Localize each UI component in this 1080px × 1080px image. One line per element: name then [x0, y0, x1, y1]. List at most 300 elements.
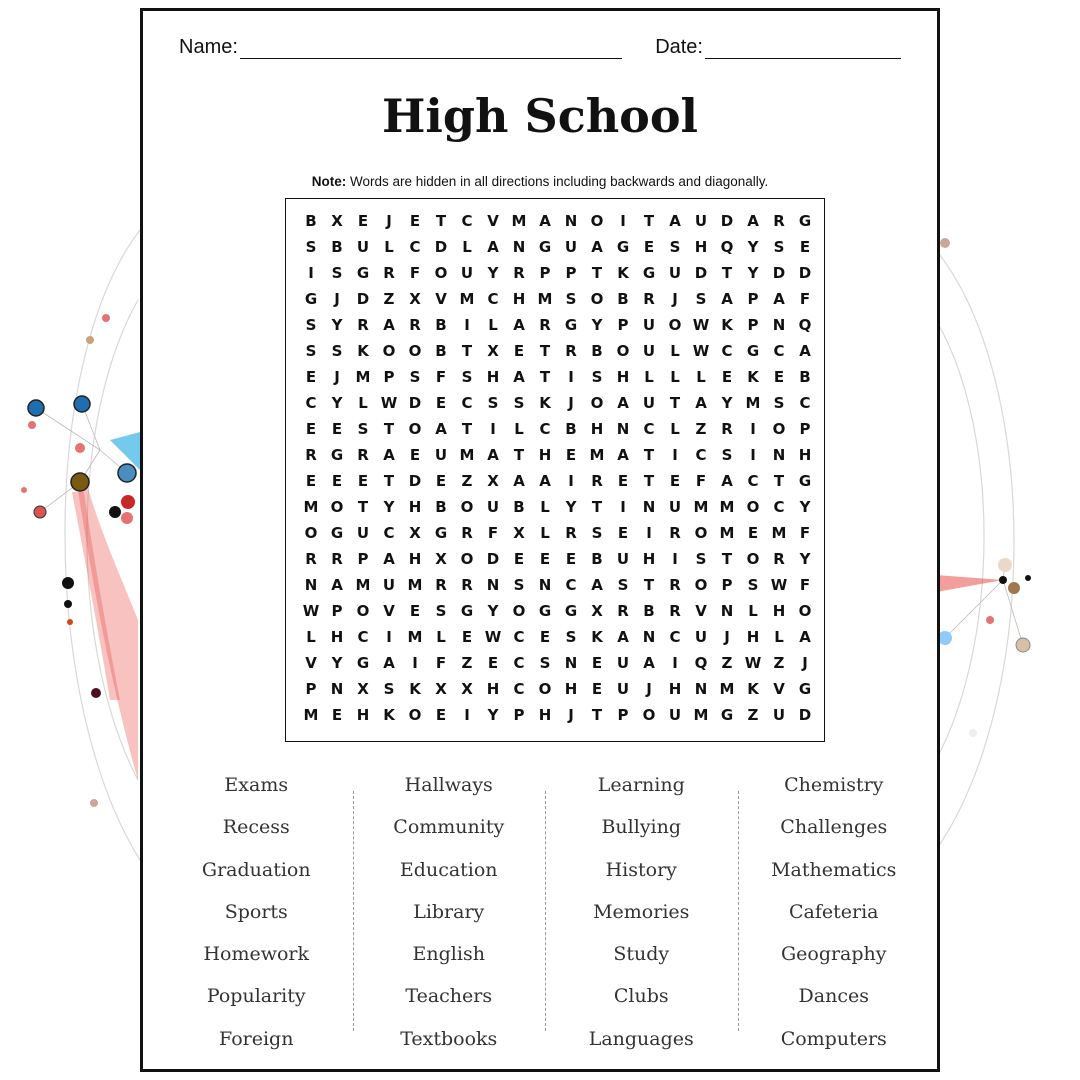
grid-letter[interactable]: B [643, 602, 655, 620]
grid-letter[interactable]: S [747, 576, 759, 594]
grid-letter[interactable]: S [513, 394, 525, 412]
grid-letter[interactable]: Y [721, 394, 733, 412]
grid-letter[interactable]: S [383, 680, 395, 698]
grid-letter[interactable]: N [642, 498, 656, 516]
grid-letter[interactable]: U [694, 212, 708, 230]
grid-letter[interactable]: Q [694, 654, 708, 672]
grid-letter[interactable]: G [356, 654, 370, 672]
grid-letter[interactable]: W [302, 602, 320, 620]
grid-letter[interactable]: Z [461, 472, 473, 490]
grid-letter[interactable]: Z [721, 654, 733, 672]
grid-letter[interactable]: E [773, 368, 785, 386]
grid-letter[interactable]: E [409, 602, 421, 620]
grid-letter[interactable]: B [565, 420, 577, 438]
grid-letter[interactable]: O [408, 706, 422, 724]
grid-letter[interactable]: R [721, 420, 733, 438]
grid-letter[interactable]: H [486, 368, 500, 386]
grid-letter[interactable]: U [616, 550, 630, 568]
grid-letter[interactable]: D [486, 550, 500, 568]
grid-letter[interactable]: S [487, 394, 499, 412]
grid-letter[interactable]: C [409, 238, 421, 256]
grid-letter[interactable]: S [409, 368, 421, 386]
grid-letter[interactable]: I [672, 654, 678, 672]
grid-letter[interactable]: S [565, 290, 577, 308]
grid-letter[interactable]: X [591, 602, 603, 620]
grid-letter[interactable]: B [617, 290, 629, 308]
grid-letter[interactable]: S [695, 550, 707, 568]
grid-letter[interactable]: V [383, 602, 395, 620]
grid-letter[interactable]: A [513, 472, 525, 490]
grid-letter[interactable]: H [616, 368, 630, 386]
grid-letter[interactable]: U [434, 446, 448, 464]
grid-letter[interactable]: P [617, 706, 629, 724]
grid-letter[interactable]: G [746, 342, 760, 360]
grid-letter[interactable]: H [486, 680, 500, 698]
grid-letter[interactable]: D [772, 264, 786, 282]
grid-letter[interactable]: Z [695, 420, 707, 438]
grid-letter[interactable]: Z [383, 290, 395, 308]
grid-letter[interactable]: O [512, 602, 526, 620]
grid-letter[interactable]: I [464, 706, 470, 724]
grid-letter[interactable]: L [540, 524, 550, 542]
grid-letter[interactable]: H [538, 706, 552, 724]
grid-letter[interactable]: T [773, 472, 785, 490]
grid-letter[interactable]: D [720, 212, 734, 230]
grid-letter[interactable]: K [539, 394, 551, 412]
grid-letter[interactable]: G [460, 602, 474, 620]
grid-letter[interactable]: G [798, 472, 812, 490]
grid-letter[interactable]: A [773, 290, 785, 308]
grid-letter[interactable]: S [591, 524, 603, 542]
grid-letter[interactable]: E [331, 420, 343, 438]
grid-letter[interactable]: Q [720, 238, 734, 256]
grid-letter[interactable]: O [642, 706, 656, 724]
grid-letter[interactable]: S [513, 576, 525, 594]
grid-letter[interactable]: X [487, 342, 499, 360]
grid-letter[interactable]: E [435, 706, 447, 724]
grid-letter[interactable]: H [772, 602, 786, 620]
grid-letter[interactable]: X [487, 472, 499, 490]
grid-letter[interactable]: C [487, 290, 499, 308]
grid-letter[interactable]: A [669, 212, 681, 230]
grid-letter[interactable]: F [695, 472, 707, 490]
grid-letter[interactable]: D [798, 706, 812, 724]
grid-letter[interactable]: E [513, 342, 525, 360]
grid-letter[interactable]: R [539, 316, 551, 334]
grid-letter[interactable]: R [565, 342, 577, 360]
grid-letter[interactable]: E [409, 212, 421, 230]
grid-letter[interactable]: R [773, 212, 785, 230]
grid-letter[interactable]: C [305, 394, 317, 412]
grid-letter[interactable]: C [461, 394, 473, 412]
grid-letter[interactable]: H [408, 550, 422, 568]
grid-letter[interactable]: H [798, 446, 812, 464]
grid-letter[interactable]: T [643, 212, 655, 230]
grid-letter[interactable]: O [460, 498, 474, 516]
grid-letter[interactable]: N [772, 316, 786, 334]
grid-letter[interactable]: X [409, 290, 421, 308]
grid-letter[interactable]: G [564, 316, 578, 334]
grid-letter[interactable]: B [435, 498, 447, 516]
grid-letter[interactable]: A [383, 446, 395, 464]
grid-letter[interactable]: T [513, 446, 525, 464]
grid-letter[interactable]: R [513, 264, 525, 282]
grid-letter[interactable]: C [513, 628, 525, 646]
grid-letter[interactable]: R [357, 316, 369, 334]
grid-letter[interactable]: I [386, 628, 392, 646]
grid-letter[interactable]: J [334, 290, 340, 308]
grid-letter[interactable]: E [539, 550, 551, 568]
grid-letter[interactable]: Q [798, 316, 812, 334]
grid-letter[interactable]: E [669, 472, 681, 490]
grid-letter[interactable]: A [695, 394, 707, 412]
grid-letter[interactable]: A [799, 342, 811, 360]
grid-letter[interactable]: S [565, 628, 577, 646]
grid-letter[interactable]: A [591, 576, 603, 594]
grid-letter[interactable]: O [538, 680, 552, 698]
grid-letter[interactable]: N [538, 576, 552, 594]
grid-letter[interactable]: B [435, 316, 447, 334]
grid-letter[interactable]: C [773, 342, 785, 360]
grid-letter[interactable]: F [799, 524, 811, 542]
grid-letter[interactable]: N [694, 680, 708, 698]
grid-letter[interactable]: T [383, 472, 395, 490]
grid-letter[interactable]: R [331, 550, 343, 568]
name-field[interactable] [179, 29, 622, 59]
grid-letter[interactable]: A [487, 238, 499, 256]
grid-letter[interactable]: B [591, 550, 603, 568]
grid-letter[interactable]: A [435, 420, 447, 438]
grid-letter[interactable]: X [357, 680, 369, 698]
grid-letter[interactable]: R [669, 524, 681, 542]
grid-letter[interactable]: O [590, 212, 604, 230]
grid-letter[interactable]: A [383, 550, 395, 568]
grid-letter[interactable]: Y [331, 316, 343, 334]
grid-letter[interactable]: N [564, 212, 578, 230]
grid-letter[interactable]: P [617, 316, 629, 334]
grid-letter[interactable]: N [616, 420, 630, 438]
grid-letter[interactable]: S [773, 238, 785, 256]
grid-letter[interactable]: V [773, 680, 785, 698]
grid-letter[interactable]: C [357, 628, 369, 646]
grid-letter[interactable]: P [331, 602, 343, 620]
grid-letter[interactable]: L [540, 498, 550, 516]
grid-letter[interactable]: Z [461, 654, 473, 672]
grid-letter[interactable]: D [694, 264, 708, 282]
grid-letter[interactable]: W [770, 576, 788, 594]
grid-letter[interactable]: G [330, 446, 344, 464]
grid-letter[interactable]: K [747, 368, 759, 386]
grid-letter[interactable]: V [435, 290, 447, 308]
grid-letter[interactable]: U [382, 576, 396, 594]
grid-letter[interactable]: N [512, 238, 526, 256]
grid-letter[interactable]: L [670, 368, 680, 386]
grid-letter[interactable]: E [357, 212, 369, 230]
grid-letter[interactable]: J [334, 368, 340, 386]
grid-letter[interactable]: O [408, 342, 422, 360]
grid-letter[interactable]: V [695, 602, 707, 620]
name-line[interactable] [240, 36, 622, 59]
grid-letter[interactable]: T [643, 472, 655, 490]
grid-letter[interactable]: I [750, 446, 756, 464]
grid-letter[interactable]: O [694, 576, 708, 594]
grid-letter[interactable]: M [745, 394, 761, 412]
grid-letter[interactable]: J [724, 628, 730, 646]
grid-letter[interactable]: S [435, 602, 447, 620]
grid-letter[interactable]: L [748, 602, 758, 620]
grid-letter[interactable]: U [642, 342, 656, 360]
grid-letter[interactable]: M [693, 706, 709, 724]
grid-letter[interactable]: K [409, 680, 421, 698]
grid-letter[interactable]: T [721, 550, 733, 568]
grid-letter[interactable]: I [308, 264, 314, 282]
grid-letter[interactable]: T [539, 342, 551, 360]
grid-letter[interactable]: X [409, 524, 421, 542]
grid-letter[interactable]: B [591, 342, 603, 360]
grid-letter[interactable]: X [435, 550, 447, 568]
grid-letter[interactable]: S [721, 446, 733, 464]
grid-letter[interactable]: S [305, 238, 317, 256]
grid-letter[interactable]: X [461, 680, 473, 698]
grid-letter[interactable]: L [670, 342, 680, 360]
grid-letter[interactable]: R [305, 550, 317, 568]
grid-letter[interactable]: R [305, 446, 317, 464]
grid-letter[interactable]: A [617, 394, 629, 412]
grid-letter[interactable]: E [435, 472, 447, 490]
grid-letter[interactable]: A [721, 290, 733, 308]
grid-letter[interactable]: R [669, 602, 681, 620]
grid-letter[interactable]: T [591, 264, 603, 282]
grid-letter[interactable]: H [512, 290, 526, 308]
grid-letter[interactable]: I [568, 368, 574, 386]
grid-letter[interactable]: W [380, 394, 398, 412]
grid-letter[interactable]: E [487, 654, 499, 672]
grid-letter[interactable]: E [357, 472, 369, 490]
grid-letter[interactable]: E [721, 368, 733, 386]
grid-letter[interactable]: E [461, 628, 473, 646]
grid-letter[interactable]: G [798, 212, 812, 230]
grid-letter[interactable]: D [408, 394, 422, 412]
grid-letter[interactable]: O [382, 342, 396, 360]
grid-letter[interactable]: F [487, 524, 499, 542]
grid-letter[interactable]: U [356, 524, 370, 542]
grid-letter[interactable]: J [802, 654, 808, 672]
grid-letter[interactable]: E [305, 420, 317, 438]
grid-letter[interactable]: P [305, 680, 317, 698]
grid-letter[interactable]: N [720, 602, 734, 620]
grid-letter[interactable]: L [696, 368, 706, 386]
grid-letter[interactable]: U [564, 238, 578, 256]
grid-letter[interactable]: P [747, 316, 759, 334]
grid-letter[interactable]: K [721, 316, 733, 334]
grid-letter[interactable]: G [356, 264, 370, 282]
grid-letter[interactable]: O [746, 550, 760, 568]
grid-letter[interactable]: Y [799, 498, 811, 516]
grid-letter[interactable]: U [772, 706, 786, 724]
grid-letter[interactable]: W [744, 654, 762, 672]
grid-letter[interactable]: I [646, 524, 652, 542]
grid-letter[interactable]: A [617, 628, 629, 646]
grid-letter[interactable]: L [462, 238, 472, 256]
grid-letter[interactable]: O [460, 550, 474, 568]
grid-letter[interactable]: M [589, 446, 605, 464]
grid-letter[interactable]: T [435, 212, 447, 230]
grid-letter[interactable]: O [434, 264, 448, 282]
grid-letter[interactable]: B [435, 342, 447, 360]
grid-letter[interactable]: H [590, 420, 604, 438]
grid-letter[interactable]: R [669, 576, 681, 594]
grid-letter[interactable]: R [461, 576, 473, 594]
grid-letter[interactable]: P [383, 368, 395, 386]
grid-letter[interactable]: N [564, 654, 578, 672]
grid-letter[interactable]: U [694, 628, 708, 646]
grid-letter[interactable]: E [331, 472, 343, 490]
grid-letter[interactable]: D [408, 472, 422, 490]
grid-letter[interactable]: M [719, 524, 735, 542]
grid-letter[interactable]: O [772, 420, 786, 438]
grid-letter[interactable]: O [330, 498, 344, 516]
grid-letter[interactable]: U [642, 394, 656, 412]
grid-letter[interactable]: A [383, 654, 395, 672]
grid-letter[interactable]: E [799, 238, 811, 256]
grid-letter[interactable]: G [564, 602, 578, 620]
grid-letter[interactable]: Y [591, 316, 603, 334]
grid-letter[interactable]: E [409, 446, 421, 464]
grid-letter[interactable]: K [747, 680, 759, 698]
grid-letter[interactable]: S [591, 368, 603, 386]
grid-letter[interactable]: M [537, 290, 553, 308]
grid-letter[interactable]: S [695, 290, 707, 308]
grid-letter[interactable]: T [539, 368, 551, 386]
grid-letter[interactable]: S [357, 420, 369, 438]
grid-letter[interactable]: H [746, 628, 760, 646]
grid-letter[interactable]: H [668, 680, 682, 698]
grid-letter[interactable]: G [798, 680, 812, 698]
grid-letter[interactable]: S [773, 394, 785, 412]
grid-letter[interactable]: U [486, 498, 500, 516]
grid-letter[interactable]: U [616, 654, 630, 672]
grid-letter[interactable]: T [669, 394, 681, 412]
grid-letter[interactable]: O [304, 524, 318, 542]
grid-letter[interactable]: B [513, 498, 525, 516]
grid-letter[interactable]: M [693, 498, 709, 516]
grid-letter[interactable]: P [747, 290, 759, 308]
grid-letter[interactable]: J [672, 290, 678, 308]
grid-letter[interactable]: M [407, 576, 423, 594]
grid-letter[interactable]: M [771, 524, 787, 542]
grid-letter[interactable]: O [590, 394, 604, 412]
grid-letter[interactable]: C [539, 420, 551, 438]
grid-letter[interactable]: G [304, 290, 318, 308]
grid-letter[interactable]: U [668, 706, 682, 724]
grid-letter[interactable]: U [460, 264, 474, 282]
grid-letter[interactable]: S [331, 342, 343, 360]
grid-letter[interactable]: O [746, 498, 760, 516]
grid-letter[interactable]: A [383, 316, 395, 334]
grid-letter[interactable]: U [356, 238, 370, 256]
grid-letter[interactable]: S [669, 238, 681, 256]
grid-letter[interactable]: E [539, 628, 551, 646]
grid-letter[interactable]: T [461, 342, 473, 360]
grid-letter[interactable]: J [568, 706, 574, 724]
grid-letter[interactable]: N [772, 446, 786, 464]
grid-letter[interactable]: L [774, 628, 784, 646]
grid-letter[interactable]: Z [773, 654, 785, 672]
grid-letter[interactable]: G [434, 524, 448, 542]
grid-letter[interactable]: R [435, 576, 447, 594]
grid-letter[interactable]: P [721, 576, 733, 594]
grid-letter[interactable]: I [490, 420, 496, 438]
grid-letter[interactable]: X [435, 680, 447, 698]
grid-letter[interactable]: G [720, 706, 734, 724]
grid-letter[interactable]: R [565, 524, 577, 542]
grid-letter[interactable]: E [435, 394, 447, 412]
grid-letter[interactable]: X [331, 212, 343, 230]
grid-letter[interactable]: K [591, 628, 603, 646]
grid-letter[interactable]: I [672, 550, 678, 568]
grid-letter[interactable]: C [383, 524, 395, 542]
grid-letter[interactable]: A [799, 628, 811, 646]
grid-letter[interactable]: M [459, 290, 475, 308]
grid-letter[interactable]: H [564, 680, 578, 698]
grid-letter[interactable]: I [464, 316, 470, 334]
grid-letter[interactable]: R [409, 316, 421, 334]
grid-letter[interactable]: N [304, 576, 318, 594]
grid-letter[interactable]: L [488, 316, 498, 334]
grid-letter[interactable]: H [538, 446, 552, 464]
grid-letter[interactable]: Y [383, 498, 395, 516]
grid-letter[interactable]: O [408, 420, 422, 438]
grid-letter[interactable]: M [355, 368, 371, 386]
grid-letter[interactable]: A [747, 212, 759, 230]
grid-letter[interactable]: S [305, 342, 317, 360]
grid-letter[interactable]: I [568, 472, 574, 490]
grid-letter[interactable]: E [565, 550, 577, 568]
grid-letter[interactable]: L [358, 394, 368, 412]
grid-letter[interactable]: Y [487, 706, 499, 724]
grid-letter[interactable]: Y [487, 602, 499, 620]
grid-letter[interactable]: C [799, 394, 811, 412]
grid-letter[interactable]: O [694, 524, 708, 542]
grid-letter[interactable]: M [719, 680, 735, 698]
grid-letter[interactable]: W [484, 628, 502, 646]
grid-letter[interactable]: Z [747, 706, 759, 724]
grid-letter[interactable]: Y [331, 394, 343, 412]
grid-letter[interactable]: G [642, 264, 656, 282]
grid-letter[interactable]: M [407, 628, 423, 646]
grid-letter[interactable]: P [539, 264, 551, 282]
grid-letter[interactable]: R [357, 446, 369, 464]
grid-letter[interactable]: H [330, 628, 344, 646]
grid-letter[interactable]: O [616, 342, 630, 360]
grid-letter[interactable]: E [617, 472, 629, 490]
grid-letter[interactable]: Y [565, 498, 577, 516]
grid-letter[interactable]: M [303, 498, 319, 516]
grid-letter[interactable]: K [617, 264, 629, 282]
grid-letter[interactable]: L [384, 238, 394, 256]
grid-letter[interactable]: G [538, 602, 552, 620]
grid-letter[interactable]: A [617, 446, 629, 464]
grid-letter[interactable]: R [643, 290, 655, 308]
grid-letter[interactable]: E [305, 368, 317, 386]
grid-letter[interactable]: M [719, 498, 735, 516]
grid-letter[interactable]: C [669, 628, 681, 646]
grid-letter[interactable]: G [616, 238, 630, 256]
grid-letter[interactable]: E [565, 446, 577, 464]
grid-letter[interactable]: P [565, 264, 577, 282]
grid-letter[interactable]: C [773, 498, 785, 516]
grid-letter[interactable]: F [435, 368, 447, 386]
